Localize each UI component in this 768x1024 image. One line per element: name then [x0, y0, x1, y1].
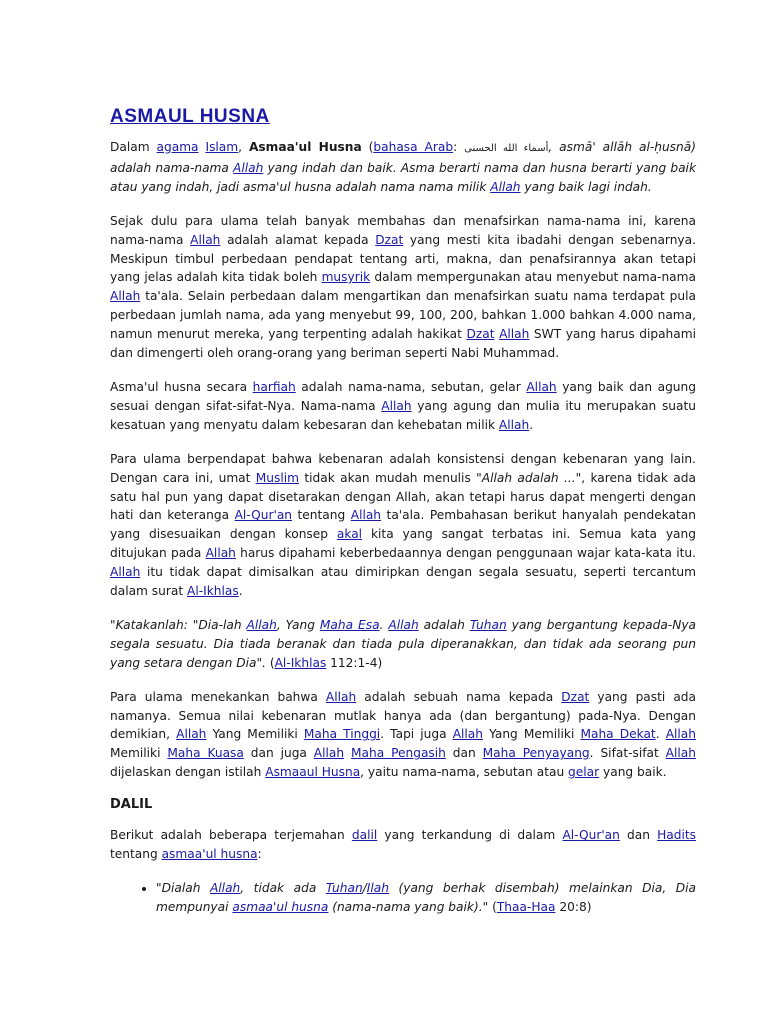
text: ta'ala. Pembahasan berikut hanyalah pendekatan yang disesuaikan dengan konsep	[110, 508, 696, 542]
text: , karena tidak ada satu hal pun yang dapat disetarakan dengan Allah, akan tetapi harus dapat mengerti dengan hati dan keteranga	[110, 470, 696, 523]
link-maha-esa[interactable]: Maha Esa	[319, 617, 380, 632]
text: (nama-nama yang baik)."	[328, 899, 489, 914]
text: yang mesti kita ibadahi dengan sebenarnya. Meskipun timbul perbedaan pendapat tentang arti, makna, dan penafsirannya akan tetapi yang jelas adalah kita tidak boleh	[110, 232, 696, 285]
link-allah[interactable]: Allah	[313, 746, 345, 761]
text: , tidak ada	[240, 881, 326, 895]
section-heading-dalil: DALIL	[110, 797, 153, 813]
text: yang bergantung kepada-Nya segala sesuatu. Dia tiada beranak dan tiada pula diperanakkan, dan tidak ada seorang pun yang setara dengan Dia".	[110, 617, 696, 670]
text: ta'ala. Selain perbedaan dalam mengartikan dan menafsirkan suatu nama terdapat pula perbedaan jumlah nama, ada yang menyebut 99, 100, 200, bahkan 1.000 bahkan 4.000 nama, namun menurut mereka, yang terpenting adalah hakikat	[110, 289, 696, 342]
text: harus dipahami keberbedaannya dengan penggunaan wajar kata-kata itu.	[235, 546, 696, 561]
text: /	[362, 881, 367, 895]
paragraph-attributes	[110, 688, 696, 783]
link-maha-kuasa[interactable]: Maha Kuasa	[167, 746, 244, 761]
text: "Katakanlah: "Dia-lah	[110, 617, 247, 632]
text: (	[488, 899, 497, 914]
text: :	[453, 140, 465, 154]
document-page	[110, 106, 696, 917]
text: yang baik.	[599, 765, 667, 780]
text: dan	[619, 828, 658, 843]
link-allah[interactable]: Allah	[209, 881, 241, 895]
link-al-quran[interactable]: Al-Qur'an	[234, 508, 293, 523]
link-allah[interactable]: Allah	[498, 417, 530, 432]
paragraph-dalil-intro	[110, 826, 696, 864]
text: .	[238, 584, 243, 599]
link-harfiah[interactable]: harfiah	[252, 379, 296, 394]
link-allah[interactable]: Allah	[190, 232, 221, 247]
link-allah[interactable]: Allah	[233, 160, 264, 175]
text: dan	[445, 746, 483, 761]
text: adalah alamat kepada	[220, 232, 376, 247]
paragraph-scholars-truth	[110, 450, 696, 601]
text: tentang	[110, 847, 162, 862]
link-allah[interactable]: Allah	[110, 289, 141, 304]
link-al-ikhlas[interactable]: Al-Ikhlas	[274, 655, 327, 670]
text: yang baik lagi indah.	[520, 179, 652, 194]
link-al-ikhlas[interactable]: Al-Ikhlas	[187, 584, 239, 599]
link-maha-dekat[interactable]: Maha Dekat	[580, 727, 656, 742]
text	[344, 746, 351, 760]
link-allah[interactable]: Allah	[110, 565, 141, 580]
text: .	[655, 727, 666, 742]
link-allah[interactable]: Allah	[246, 617, 277, 632]
link-allah[interactable]: Allah	[665, 727, 696, 742]
text: Yang Memiliki	[206, 727, 304, 742]
text: Sejak dulu para ulama telah banyak membahas dan menafsirkan nama-nama ini, karena nama-nama	[110, 213, 696, 247]
text: (	[265, 655, 275, 670]
dalil-list	[110, 879, 696, 917]
verse-reference: 20:8)	[555, 899, 592, 914]
link-tuhan[interactable]: Tuhan	[469, 617, 507, 632]
text: , asmā' allāh al-ḥusnā) adalah nama-nama	[110, 140, 696, 175]
text: Yang Memiliki	[483, 727, 581, 742]
paragraph-literal-meaning	[110, 378, 696, 435]
text: adalah	[418, 617, 470, 632]
link-akal[interactable]: akal	[336, 527, 363, 542]
link-asmaaul-husna[interactable]: asmaa'ul husna	[232, 899, 329, 914]
text: . Tapi juga	[380, 727, 453, 742]
text: "Dialah	[156, 881, 210, 895]
link-dzat[interactable]: Dzat	[561, 689, 590, 704]
link-dalil[interactable]: dalil	[351, 828, 378, 843]
link-allah[interactable]: Allah	[325, 689, 357, 704]
link-allah[interactable]: Allah	[381, 398, 412, 413]
text: yang indah dan baik. Asma berarti nama dan husna berarti yang baik atau yang indah, jadi asma'ul husna adalah nama nama milik	[110, 160, 696, 194]
text: yang baik dan agung sesuai dengan sifat-sifat-Nya. Nama-nama	[110, 379, 696, 413]
text: adalah sebuah nama kepada	[356, 689, 562, 704]
text: dalam mempergunakan atau menyebut nama-nama	[370, 270, 696, 285]
paragraph-intro	[110, 138, 696, 197]
link-allah[interactable]: Allah	[388, 617, 419, 632]
link-agama[interactable]: agama	[156, 140, 199, 154]
link-allah[interactable]: Allah	[176, 727, 207, 742]
text: . Sifat-sifat	[589, 746, 666, 761]
link-bahasa-arab[interactable]: bahasa Arab	[373, 140, 454, 154]
verse-reference: 112:1-4)	[326, 655, 383, 670]
list-item	[156, 879, 696, 917]
text: yang pasti ada namanya. Semua nilai kebenaran mutlak hanya ada (dan bergantung) pada-Nya. Dengan demikian,	[110, 689, 697, 742]
text: yang terkandung di dalam	[377, 828, 563, 843]
link-ilah[interactable]: Ilah	[366, 881, 389, 895]
quote-al-ikhlas	[110, 616, 696, 673]
link-allah[interactable]: Allah	[205, 546, 236, 561]
text: dan juga	[243, 746, 314, 761]
link-dzat[interactable]: Dzat	[466, 327, 495, 342]
link-tuhan[interactable]: Tuhan	[325, 881, 363, 895]
text: yang agung dan mulia itu merupakan suatu kesatuan yang menyatu dalam kebesaran dan kehebatan milik	[110, 398, 697, 432]
link-al-quran[interactable]: Al-Qur'an	[562, 828, 620, 843]
link-allah[interactable]: Allah	[452, 727, 483, 742]
link-asmaaul-husna[interactable]: asmaa'ul husna	[161, 847, 258, 862]
page-title: ASMAUL HUSNA	[110, 106, 270, 127]
text: , yaitu nama-nama, sebutan atau	[360, 765, 569, 780]
term-asmaul-husna: Asmaa'ul Husna	[248, 140, 362, 154]
text: Dalam	[110, 140, 157, 154]
paragraph-history	[110, 212, 696, 363]
text: (yang berhak disembah) melainkan Dia, Dia mempunyai	[156, 881, 696, 914]
link-allah[interactable]: Allah	[499, 327, 530, 342]
text: .	[379, 617, 389, 632]
link-allah[interactable]: Allah	[350, 508, 382, 523]
text: dijelaskan dengan istilah	[110, 765, 266, 780]
text: .	[529, 417, 534, 432]
link-thaa-haa[interactable]: Thaa-Haa	[496, 899, 556, 914]
text: ,	[238, 140, 249, 154]
text: Memiliki	[110, 746, 168, 761]
text: adalah nama-nama, sebutan, gelar	[295, 379, 527, 394]
link-maha-tinggi[interactable]: Maha Tinggi	[303, 727, 381, 742]
text: kita yang sangat terbatas ini. Semua kata yang ditujukan pada	[110, 527, 696, 561]
text: tidak akan mudah menulis	[299, 470, 477, 485]
link-hadits[interactable]: Hadits	[657, 828, 697, 843]
text: tentang	[292, 508, 351, 523]
text: Asma'ul husna secara	[110, 379, 253, 394]
text: SWT yang harus dipahami dan dimengerti oleh orang-orang yang beriman seperti Nabi Muhammad.	[110, 327, 696, 361]
link-maha-penyayang[interactable]: Maha Penyayang	[482, 746, 590, 761]
link-allah[interactable]: Allah	[490, 179, 521, 194]
text: , Yang	[276, 617, 320, 632]
link-muslim[interactable]: Muslim	[255, 470, 300, 485]
text: :	[257, 847, 262, 862]
link-gelar[interactable]: gelar	[568, 765, 600, 780]
text: Para ulama menekankan bahwa	[110, 689, 326, 704]
link-asmaaul-husna[interactable]: Asmaaul Husna	[265, 765, 361, 780]
link-allah[interactable]: Allah	[526, 379, 557, 394]
link-islam[interactable]: Islam	[205, 140, 239, 154]
link-dzat[interactable]: Dzat	[375, 232, 404, 247]
arabic-text: أسماء الله الحسنى	[464, 143, 549, 154]
text: (	[361, 140, 374, 154]
quote-text: "Allah adalah ..."	[476, 470, 582, 485]
text: Berikut adalah beberapa terjemahan	[110, 828, 352, 843]
link-musyrik[interactable]: musyrik	[321, 270, 371, 285]
text: itu tidak dapat dimisalkan atau dimiripkan dengan segala sesuatu, seperti tercantum dalam surat	[110, 565, 696, 599]
link-allah[interactable]: Allah	[665, 746, 696, 761]
link-maha-pengasih[interactable]: Maha Pengasih	[351, 746, 446, 761]
text: Para ulama berpendapat bahwa kebenaran adalah konsistensi dengan kebenaran yang lain. Dengan cara ini, umat	[110, 451, 696, 485]
